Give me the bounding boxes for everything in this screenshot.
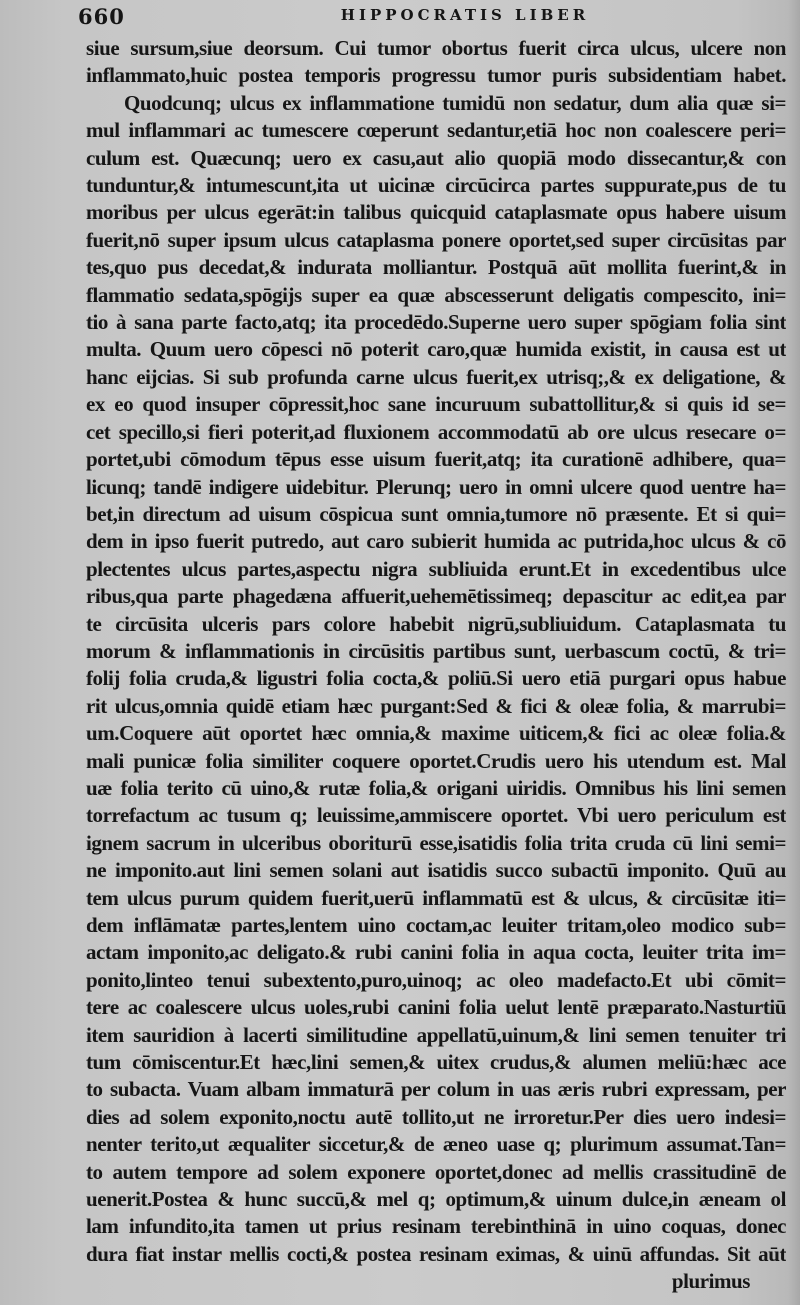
text-line: dies ad solem exponito,noctu autē tollito,ut ne irroretur.Per dies uero indesi= — [86, 1104, 786, 1129]
text-line: actam imponito,ac deligato.& rubi canini folia in aqua cocta, leuiter trita im= — [86, 940, 786, 965]
text-line: flammatio sedata,spōgijs super ea quæ abscesserunt deligatis compescito, ini= — [86, 282, 786, 307]
text-line: tum cōmiscentur.Et hæc,lini semen,& uitex crudus,& alumen meliū:hæc ace — [86, 1050, 786, 1075]
text-line: um.Coquere aūt oportet hæc omnia,& maxime uiticem,& fici ac oleæ folia.& — [86, 721, 786, 746]
text-line: uenerit.Postea & hunc succū,& mel q; optimum,& uinum dulce,in æneam ol — [86, 1187, 786, 1212]
page-edge-shadow — [788, 0, 800, 1305]
text-line: cet specillo,si fieri poterit,ad fluxionem accommodatū ab ore ulcus resecare o= — [86, 419, 786, 444]
text-line: moribus per ulcus egerāt:in talibus quicquid cataplasmate opus habere uisum — [86, 200, 786, 225]
text-line: tunduntur,& intumescunt,ita ut uicinæ circūcirca partes suppurate,pus de tu — [86, 173, 786, 198]
text-line: rit ulcus,omnia quidē etiam hæc purgant:Sed & fici & oleæ folia, & marrubi= — [86, 693, 786, 718]
text-line: inflammato,huic postea temporis progressu tumor puris subsidentiam habet. — [86, 63, 786, 88]
text-line: ponito,linteo tenui subextento,puro,uinoq; ac oleo madefacto.Et ubi cōmit= — [86, 967, 786, 992]
text-line: bet,in directum ad uisum cōspicua sunt omnia,tumore nō præsente. Et si qui= — [86, 501, 786, 526]
catchword: plurimus — [671, 1269, 750, 1294]
text-line: culum est. Quæcunq; uero ex casu,aut alio quopiā modo dissecantur,& con — [86, 145, 786, 170]
text-line: mali punicæ folia similiter coquere oportet.Crudis uero his utendum est. Mal — [86, 748, 786, 773]
text-line: uæ folia terito cū uino,& rutæ folia,& origani uiridis. Omnibus his lini semen — [86, 775, 786, 800]
paragraph-first-line: Quodcunq; ulcus ex inflammatione tumidū non sedatur, dum alia quæ si= — [124, 90, 786, 115]
page-header — [0, 0, 800, 36]
text-line: ne imponito.aut lini semen solani aut isatidis succo subactū imponito. Quū au — [86, 858, 786, 883]
text-line: nenter terito,ut æqualiter siccetur,& de æneo uase q; plurimum assumat.Tan= — [86, 1132, 786, 1157]
text-line: ignem sacrum in ulceribus oboriturū esse,isatidis folia trita cruda cū lini semi= — [86, 830, 786, 855]
text-line: lam infundito,ita tamen ut prius resinam terebinthinā in uino coquas, donec — [86, 1214, 786, 1239]
text-line: hanc eijcias. Si sub profunda carne ulcus fuerit,ex utrisq;,& ex deligatione, & — [86, 364, 786, 389]
text-line: torrefactum ac tusum q; leuissime,ammiscere oportet. Vbi uero periculum est — [86, 803, 786, 828]
text-line: mul inflammari ac tumescere cœperunt sedantur,etiā hoc non coalescere peri= — [86, 118, 786, 143]
text-line: dem in ipso fuerit putredo, aut caro subierit humida ac putrida,hoc ulcus & cō — [86, 529, 786, 554]
text-line: tem ulcus purum quidem fuerit,uerū inflammatū est & ulcus, & circūsitæ iti= — [86, 885, 786, 910]
text-line: to autem tempore ad solem exponere oportet,donec ad mellis crassitudinē de — [86, 1159, 786, 1184]
text-line: tes,quo pus decedat,& indurata molliantur. Postquā aūt mollita fuerint,& in — [86, 255, 786, 280]
text-line: portet,ubi cōmodum tēpus esse uisum fuerit,atq; ita curationē adhibere, qua= — [86, 447, 786, 472]
text-line: plectentes ulcus partes,aspectu nigra subliuida erunt.Et in excedentibus ulce — [86, 556, 786, 581]
text-line: tio à sana parte facto,atq; ita procedēdo.Superne uero super spōgiam folia sint — [86, 310, 786, 335]
text-line: folij folia cruda,& ligustri folia cocta,& poliū.Si uero etiā purgari opus habue — [86, 666, 786, 691]
page-number: 660 — [78, 4, 125, 29]
text-line: to subacta. Vuam albam immaturā per colum in uas æris rubri expressam, per — [86, 1077, 786, 1102]
text-line: ex eo quod insuper cōpressit,hoc sane incuruum subattollitur,& si quis id se= — [86, 392, 786, 417]
text-line: fuerit,nō super ipsum ulcus cataplasma ponere oportet,sed super circūsitas par — [86, 227, 786, 252]
text-line: dem inflāmatæ partes,lentem uino coctam,ac leuiter tritam,oleo modico sub= — [86, 913, 786, 937]
text-line: item sauridion à lacerti similitudine appellatū,uinum,& lini semen tenuiter tri — [86, 1022, 786, 1047]
text-line: siue sursum,siue deorsum. Cui tumor obortus fuerit circa ulcus, ulcere non — [86, 36, 786, 60]
text-line: dura fiat instar mellis cocti,& postea resinam eximas, & uinū affundas. Sit aūt — [86, 1241, 786, 1266]
latin-text-block — [86, 35, 786, 1296]
running-head: HIPPOCRATIS LIBER — [340, 6, 590, 24]
text-line: ribus,qua parte phagedæna affuerit,uehemētissimeq; depascitur ac edit,ea par — [86, 584, 786, 609]
text-line: te circūsita ulceris pars colore habebit nigrū,subliuidum. Cataplasmata tu — [86, 611, 786, 636]
text-line: tere ac coalescere ulcus uoles,rubi canini folia uelut lentē præparato.Nasturtiū — [86, 995, 786, 1020]
text-line: multa. Quum uero cōpesci nō poterit caro,quæ humida existit, in causa est ut — [86, 337, 786, 362]
text-line: licunq; tandē indigere uidebitur. Plerunq; uero in omni ulcere quod uentre ha= — [86, 474, 786, 499]
text-line: morum & inflammationis in circūsitis partibus sunt, uerbascum coctū, & tri= — [86, 638, 786, 663]
